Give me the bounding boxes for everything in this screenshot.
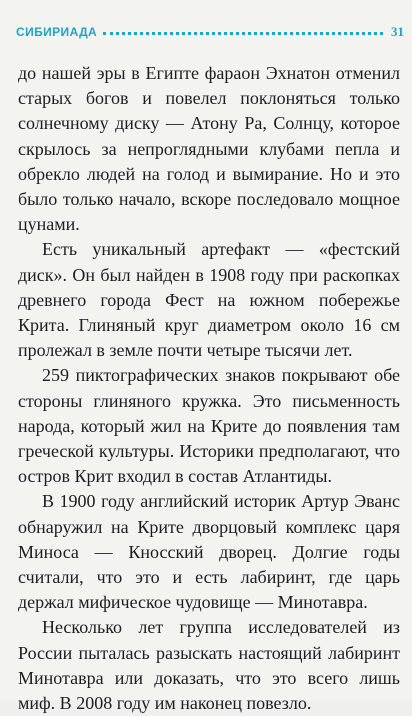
running-header — [16, 22, 404, 42]
page-number: 31 — [391, 24, 404, 39]
running-header-dotted-rule — [103, 32, 383, 35]
paragraph-russian-researchers: Несколько лет группа исследователей из России пыталась разыскать настоящий лабиринт Минотавра или доказать, что это всего лишь миф. В 2008 году им наконец повезло. — [18, 617, 400, 714]
paragraph-continued: до нашей эры в Египте фараон Эхнатон отменил старых богов и повелел поклоняться только солнечному диску — Атону Ра, Солнцу, которое скрылось за непроглядными клубами пепла и обрекло людей на голод и вымирание. Но и это было только начало, вскоре последовало мощное цунами. — [18, 63, 400, 235]
paragraph-knossos-palace: В 1900 году английский историк Артур Эванс обнаружил на Крите дворцовый комплекс царя Миноса — Кносский дворец. Долгие годы считали, что это и есть лабиринт, где царь держал мифическое чудовище — Минотавра. — [18, 491, 400, 613]
running-header-title: СИБИРИАДА — [16, 25, 98, 39]
paragraph-pictographic-signs: 259 пиктографических знаков покрывают обе стороны глиняного кружка. Это письменность народа, который жил на Крите до появления там греческой культуры. Историки предполагают, что остров Крит входил в состав Атлантиды. — [18, 365, 400, 487]
paragraph-phaistos-disc: Есть уникальный артефакт — «фестский диск». Он был найден в 1908 году при раскопках древнего города Фест на южном побережье Крита. Глиняный круг диаметром около 16 см пролежал в земле почти четыре тысячи лет. — [18, 239, 400, 361]
page-body — [18, 61, 400, 716]
